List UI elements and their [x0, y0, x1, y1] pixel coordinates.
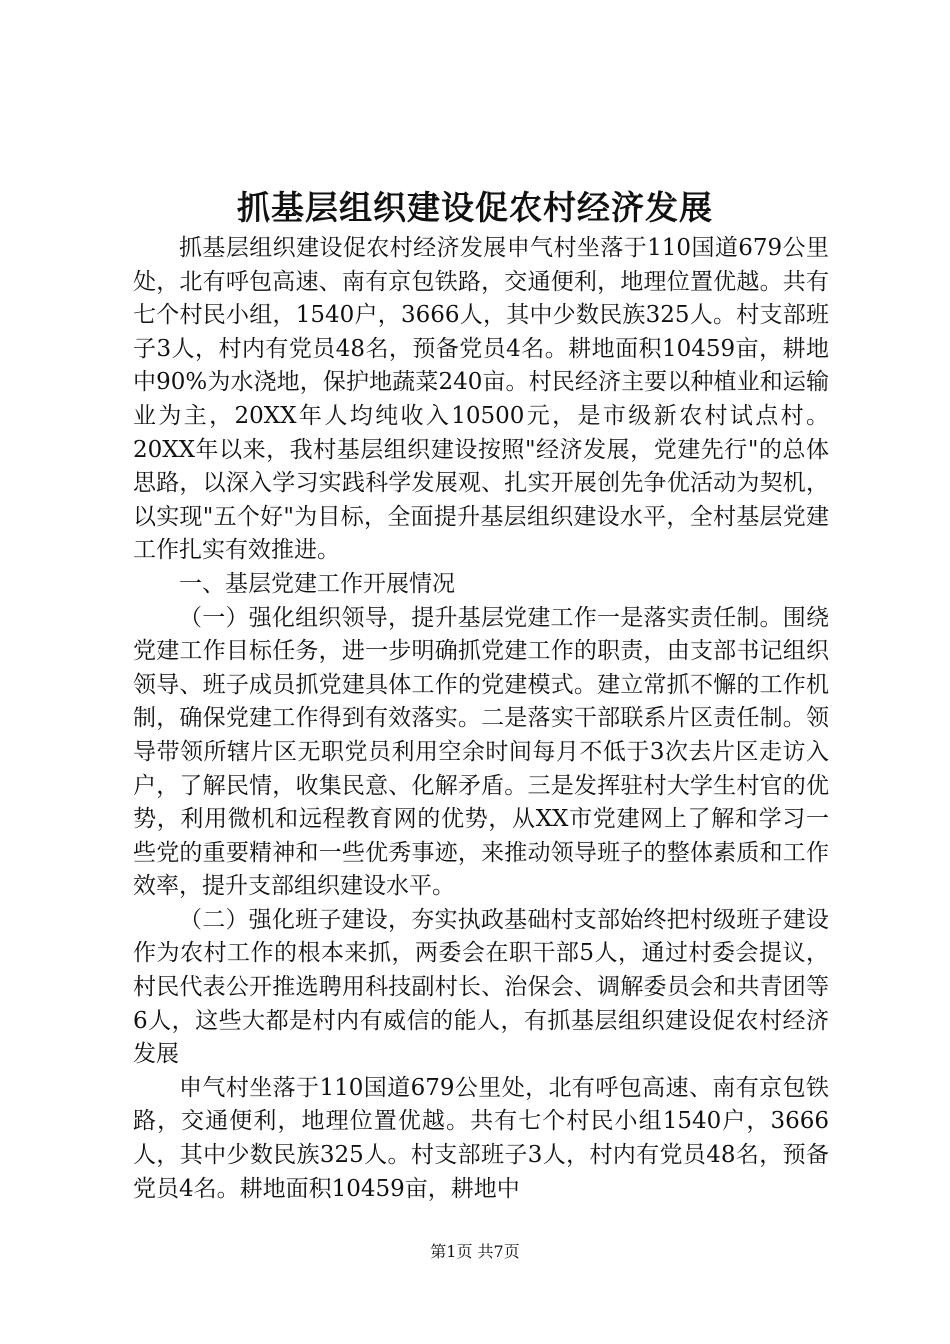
paragraph-village-overview: 申气村坐落于110国道679公里处，北有呼包高速、南有京包铁路，交通便利，地理位置优越。共有七个村民小组1540户，3666人，其中少数民族325人。村支部班子3人，村内有党员48名，预备党员4名。耕地面积10459亩，耕地中 — [133, 1074, 829, 1202]
paragraph-organization-leadership: （一）强化组织领导，提升基层党建工作一是落实责任制。围绕党建工作目标任务，进一步明确抓党建工作的职责，由支部书记组织领导、班子成员抓党建具体工作的党建模式。建立常抓不懈的工作机制，确保党建工作得到有效落实。二是落实干部联系片区责任制。领导带领所辖片区无职党员利用空余时间每月不低于3次去片区走访入户，了解民情，收集民意、化解矛盾。三是发挥驻村大学生村官的优势，利用微机和远程教育网的优势，从XX市党建网上了解和学习一些党的重要精神和一些优秀事迹，来推动领导班子的整体素质和工作效率，提升支部组织建设水平。 — [133, 604, 829, 900]
document-title: 抓基层组织建设促农村经济发展 — [237, 188, 713, 227]
document-body — [133, 232, 829, 1206]
paragraph-team-building: （二）强化班子建设，夯实执政基础村支部始终把村级班子建设作为农村工作的根本来抓，两委会在职干部5人，通过村委会提议，村民代表公开推选聘用科技副村长、治保会、调解委员会和共青团等6人，这些大都是村内有威信的能人，有抓基层组织建设促农村经济发展 — [133, 906, 829, 1068]
section-heading: 一、基层党建工作开展情况 — [179, 570, 455, 597]
page-number-footer: 第1页 共7页 — [430, 1242, 520, 1261]
paragraph-intro: 抓基层组织建设促农村经济发展申气村坐落于110国道679公里处，北有呼包高速、南有京包铁路，交通便利，地理位置优越。共有七个村民小组，1540户，3666人，其中少数民族325人。村支部班子3人，村内有党员48名，预备党员4名。耕地面积10459亩，耕地中90%为水浇地，保护地蔬菜240亩。村民经济主要以种植业和运输业为主，20XX年人均纯收入10500元，是市级新农村试点村。20XX年以来，我村基层组织建设按照"经济发展，党建先行"的总体思路，以深入学习实践科学发展观、扎实开展创先争优活动为契机，以实现"五个好"为目标，全面提升基层组织建设水平，全村基层党建工作扎实有效推进。 — [133, 235, 829, 564]
